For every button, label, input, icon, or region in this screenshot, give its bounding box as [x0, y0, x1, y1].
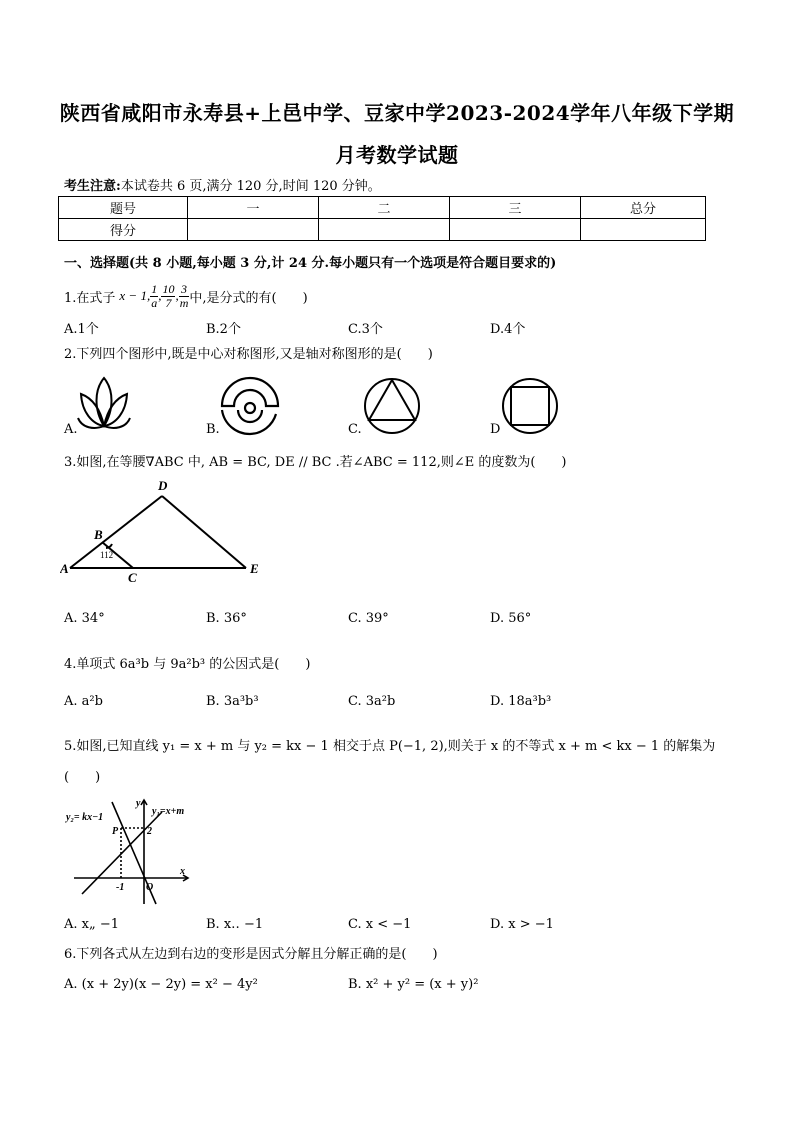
origin-label: O [146, 882, 154, 893]
score-table-header-row [59, 197, 706, 219]
q1-option-d[interactable]: D.4个 [490, 322, 526, 337]
score-cell[interactable] [450, 219, 581, 241]
score-header-cell: 二 [319, 197, 450, 219]
score-table-score-row [59, 219, 706, 241]
question-4-stem: 4.单项式 6a³b 与 9a²b³ 的公因式是( ) [64, 657, 311, 672]
swirl-figure [218, 374, 282, 438]
question-3-stem: 3.如图,在等腰∇ABC 中, AB = BC, DE // BC .若∠ABC = 112,则∠E 的度数为( ) [64, 455, 567, 470]
q4-option-d[interactable]: D. 18a³b³ [490, 694, 552, 709]
square-in-circle-figure [500, 376, 560, 436]
exam-notice [64, 175, 381, 194]
q5-option-a[interactable]: A. x„ −1 [64, 917, 120, 932]
label-c: C [128, 570, 137, 585]
section1-heading: 一、选择题(共 8 小题,每小题 3 分,计 24 分.每小题只有一个选项是符合题目要求的) [64, 256, 557, 271]
x-tick-neg1: -1 [116, 882, 125, 893]
notice-text: 本试卷共 6 页,满分 120 分,时间 120 分钟。 [120, 179, 381, 194]
y-axis-label: y [136, 798, 141, 809]
score-cell[interactable] [188, 219, 319, 241]
q1-fraction-3: $\frac{3}{m}$ [179, 281, 189, 310]
q5-option-c[interactable]: C. x < −1 [348, 917, 412, 932]
q1-option-a[interactable]: A.1个 [64, 322, 99, 337]
q1-fraction-1: $\frac{1}{a}$ [151, 281, 158, 310]
score-row-label: 得分 [59, 219, 188, 241]
notice-label: 考生注意: [64, 179, 121, 194]
q2-option-a[interactable]: A. [64, 422, 78, 437]
linear-functions-graph [64, 794, 196, 908]
q1-option-b[interactable]: B.2个 [206, 322, 241, 337]
lotus-figure [74, 374, 134, 436]
label-d: D [158, 478, 168, 493]
question-1-stem: 1.在式子 x − 1, $\frac{1}{a}$ , $\frac{10}{7}$ , $\frac{3}{m}$ 中,是分式的有( ) [64, 281, 308, 310]
q1-stem-suffix: 中,是分式的有( ) [189, 290, 308, 306]
q6-option-b[interactable]: B. x² + y² = (x + y)² [348, 977, 479, 992]
label-e: E [250, 561, 259, 576]
question-6-stem: 6.下列各式从左边到右边的变形是因式分解且分解正确的是( ) [64, 947, 438, 962]
q2-option-b[interactable]: B. [206, 422, 220, 437]
x-axis-label: x [180, 866, 185, 877]
question-5-stem-cont: ( ) [64, 770, 101, 785]
q1-expr: x − 1, [119, 288, 151, 303]
question-2-stem: 2.下列四个图形中,既是中心对称图形,又是轴对称图形的是( ) [64, 347, 433, 362]
point-p-label: P [112, 826, 119, 837]
label-b: B [94, 527, 103, 542]
triangle-in-circle-figure [362, 376, 422, 436]
score-cell[interactable] [581, 219, 706, 241]
label-a: A [60, 561, 69, 576]
q3-option-d[interactable]: D. 56° [490, 611, 532, 626]
q1-fraction-2: $\frac{10}{7}$ [162, 281, 175, 310]
q4-option-c[interactable]: C. 3a²b [348, 694, 396, 709]
q4-option-b[interactable]: B. 3a³b³ [206, 694, 259, 709]
q3-option-a[interactable]: A. 34° [64, 611, 105, 626]
q5-option-b[interactable]: B. x‥ −1 [206, 917, 264, 932]
question-5-stem: 5.如图,已知直线 y₁ = x + m 与 y₂ = kx − 1 相交于点 P(−1, 2),则关于 x 的不等式 x + m < kx − 1 的解集为 [64, 739, 716, 754]
q2-option-d[interactable]: D [490, 422, 501, 437]
page-title-line1: 陕西省咸阳市永寿县+上邑中学、豆家中学2023-2024学年八年级下学期 [59, 101, 735, 125]
score-header-cell: 总分 [581, 197, 706, 219]
score-table [58, 196, 706, 241]
q6-option-a[interactable]: A. (x + 2y)(x − 2y) = x² − 4y² [64, 977, 258, 992]
score-header-cell: 三 [450, 197, 581, 219]
angle-112-label: 112 [100, 550, 114, 560]
triangle-de-bc-figure [60, 476, 270, 588]
q1-option-c[interactable]: C.3个 [348, 322, 383, 337]
q1-stem-prefix: 1.在式子 [64, 290, 116, 306]
q5-option-d[interactable]: D. x > −1 [490, 917, 554, 932]
q2-option-c[interactable]: C. [348, 422, 362, 437]
q3-option-b[interactable]: B. 36° [206, 611, 247, 626]
y1-line-label: y₁=x+m [152, 806, 185, 817]
y-tick-2: 2 [147, 826, 152, 837]
page-title-line2: 月考数学试题 [335, 143, 459, 167]
y2-line-label: y₂= kx−1 [66, 812, 104, 823]
score-cell[interactable] [319, 219, 450, 241]
score-header-cell: 题号 [59, 197, 188, 219]
q3-option-c[interactable]: C. 39° [348, 611, 389, 626]
score-header-cell: 一 [188, 197, 319, 219]
q4-option-a[interactable]: A. a²b [64, 694, 103, 709]
